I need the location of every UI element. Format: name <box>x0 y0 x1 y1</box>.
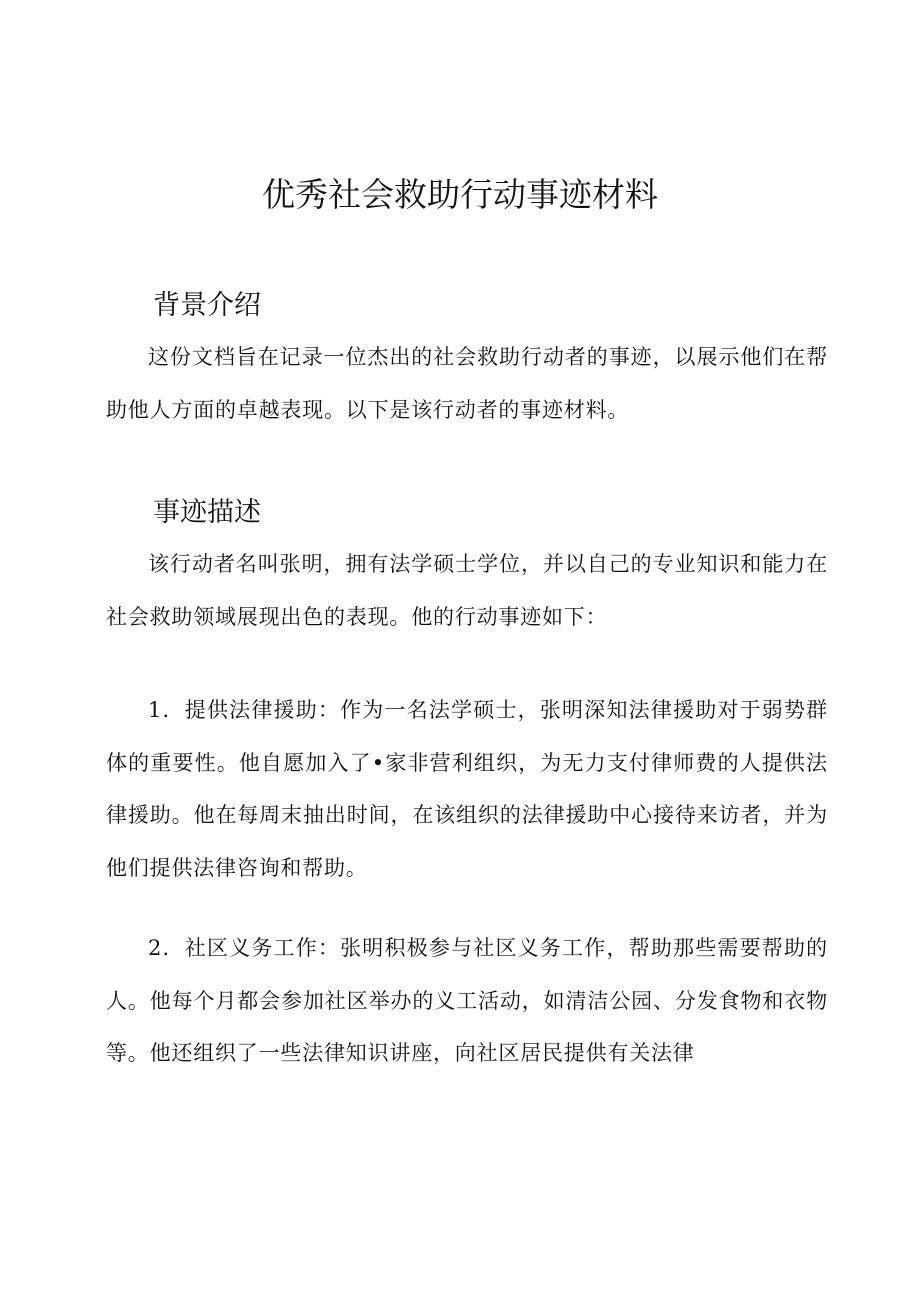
paragraph-deeds-intro: 该行动者名叫张明，拥有法学硕士学位，并以自己的专业知识和能力在社会救助领域展现出色的表现。他的行动事迹如下： <box>106 552 828 629</box>
paragraph-background-intro: 这份文档旨在记录一位杰出的社会救助行动者的事迹，以展示他们在帮助他人方面的卓越表现。以下是该行动者的事迹材料。 <box>106 345 828 422</box>
section-heading-background: 背景介绍 <box>153 290 261 321</box>
paragraph-legal-aid: 1．提供法律援助：作为一名法学硕士，张明深知法律援助对于弱势群体的重要性。他自愿加入了•家非营利组织，为无力支付律师费的人提供法律援助。他在每周末抽出时间，在该组织的法律援助中心接待来访者，并为他们提供法律咨询和帮助。 <box>106 698 828 880</box>
section-heading-deeds: 事迹描述 <box>153 497 261 528</box>
document-title: 优秀社会救助行动事迹材料 <box>262 175 658 214</box>
paragraph-community-work: 2．社区义务工作：张明积极参与社区义务工作，帮助那些需要帮助的人。他每个月都会参加社区举办的义工活动，如清洁公园、分发食物和衣物等。他还组织了一些法律知识讲座，向社区居民提供有关法律 <box>106 936 828 1065</box>
